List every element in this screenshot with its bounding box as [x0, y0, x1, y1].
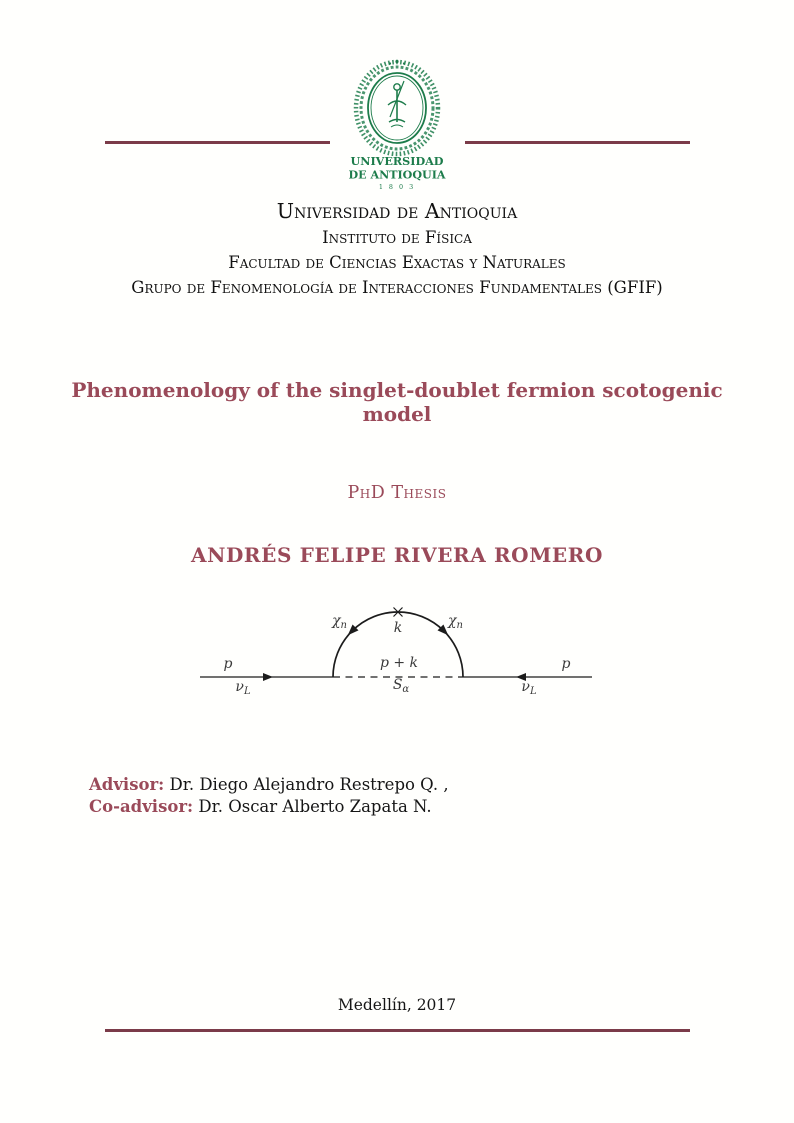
label-scalar-field: $S_\alpha$ — [392, 677, 410, 695]
logo-word-de-antioquia: DE ANTIOQUIA — [348, 167, 446, 182]
advisor-line — [89, 774, 449, 796]
label-scalar-momentum: p + k — [379, 655, 419, 671]
label-neutrino-right: $\nu_L$ — [521, 679, 537, 697]
co-advisor-role-label: Co-advisor: — [89, 796, 194, 816]
advisors-block — [89, 774, 449, 817]
bottom-rule — [105, 1029, 690, 1032]
top-left-rule — [105, 141, 330, 144]
author-name: ANDRÉS FELIPE RIVERA ROMERO — [190, 543, 604, 567]
label-momentum-p-left: p — [223, 656, 233, 672]
institution-block — [0, 197, 794, 300]
institution-university: Universidad de Antioquia — [276, 199, 518, 223]
institution-faculty: Facultad de Ciencias Exactas y Naturales — [228, 253, 566, 272]
university-seal-logo — [347, 59, 447, 194]
logo-word-universidad: UNIVERSIDAD — [350, 154, 444, 168]
seal-inner-figure — [388, 81, 406, 127]
thesis-type: PhD Thesis — [347, 483, 447, 503]
place-and-date: Medellín, 2017 — [337, 996, 457, 1014]
institution-group: Grupo de Fenomenología de Interacciones Fundamentales (GFIF) — [131, 278, 663, 297]
label-neutrino-left: $\nu_L$ — [235, 679, 251, 697]
co-advisor-name: Dr. Oscar Alberto Zapata N. — [198, 796, 432, 816]
label-loop-fermion-right: $\chi_n$ — [448, 613, 463, 631]
logo-founding-year: 1 8 0 3 — [378, 183, 416, 191]
advisor-role-label: Advisor: — [89, 775, 165, 794]
institution-institute: Instituto de Física — [322, 228, 472, 247]
label-loop-fermion-left: $\chi_n$ — [332, 613, 347, 631]
label-loop-momentum-k: k — [393, 620, 403, 636]
left-line-arrow-icon — [263, 673, 273, 681]
advisor-name: Dr. Diego Alejandro Restrepo Q. , — [169, 775, 449, 794]
co-advisor-line — [89, 796, 449, 818]
feynman-diagram — [195, 595, 600, 707]
thesis-title: Phenomenology of the singlet-doublet fermion scotogenic model — [71, 378, 723, 426]
label-momentum-p-right: p — [561, 656, 571, 672]
top-right-rule — [465, 141, 690, 144]
